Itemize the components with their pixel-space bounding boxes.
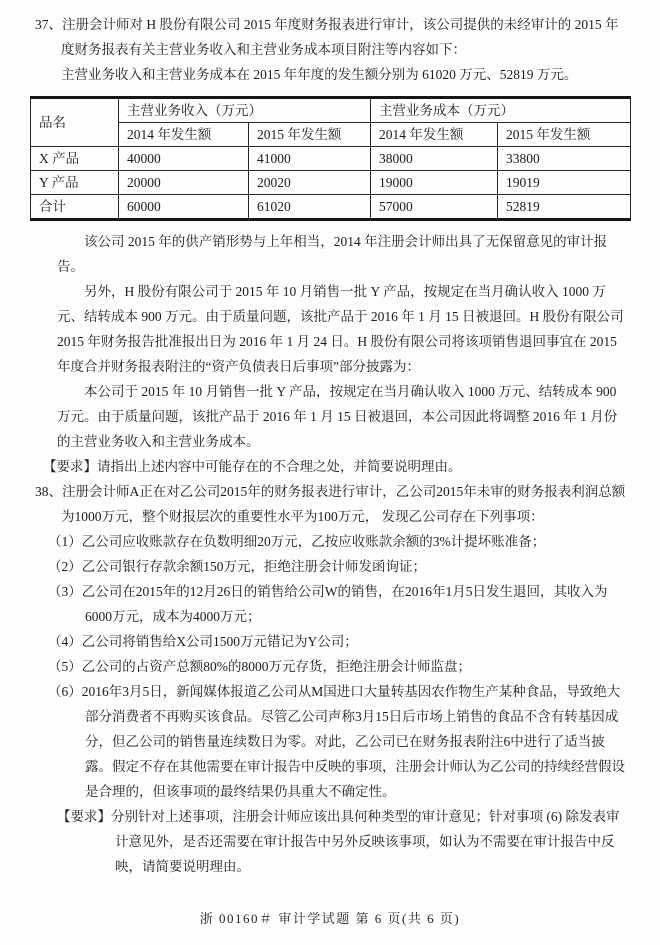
question-38 [35,479,630,879]
item-label: （5） [48,659,82,674]
q37-requirement [43,454,630,479]
q38-intro-text: 注册会计师A正在对乙公司2015年的财务报表进行审计，乙公司2015年未审的财务报表利润总额为1000万元，整个财报层次的重要性水平为100万元， 发现乙公司存在下列事项： [61,484,626,524]
table-row-total [31,195,631,220]
item-text: 乙公司在2015年的12月26日的销售给公司W的销售，在2016年1月5日发生退回，其收入为6000万元，成本为4000万元； [81,584,608,624]
q38-item-2 [48,554,630,579]
table-cell: 20020 [249,171,371,195]
table-cell: 61020 [249,195,371,220]
table-group-header-cost: 主营业务成本（万元） [371,98,631,123]
item-text: 乙公司银行存款余额150万元，拒绝注册会计师发函询证； [81,559,426,574]
table-cell: 19019 [498,171,631,195]
q38-item-3 [48,579,630,629]
q37-para-2: 另外，H 股份有限公司于 2015 年 10 月销售一批 Y 产品，按规定在当月确认收入 1000 万元、结转成本 900 万元。由于质量问题，该批产品于 2016 年 1 月 15 日被退回。H 股份有限公司 2015 年财务报告批准报出日为 2016 年 1 月 24 日。H 股份有限公司将该项销售退回事宜在 2015 年度合并财务报表附注的“资产负债表日后事项”部分披露为： [57,284,624,374]
q37-intro-text: 注册会计师对 H 股份有限公司 2015 年度财务报表进行审计，该公司提供的未经审计的 2015 年度财务报表有关主营业务收入和主营业务成本项目附注等内容如下： [61,17,619,57]
q38-requirement-text: 分别针对上述事项，注册会计师应该出具何种类型的审计意见；针对事项 (6) 除发表审计意见外，是否还需要在审计报告中另外反映该事项，如认为不需要在审计报告中反映，请简要说明理由。 [111,809,620,874]
q37-para-1: 该公司 2015 年的供产销形势与上年相当，2014 年注册会计师出具了无保留意见的审计报告。 [57,234,608,274]
table-cell: 19000 [371,171,498,195]
item-label: （6） [48,684,82,699]
table-cell: 20000 [119,171,249,195]
table-group-header-row [31,98,631,123]
q38-item-5 [48,654,630,679]
table-subheader-cost-2014: 2014 年发生额 [371,123,498,147]
q38-number: 38、 [35,484,62,499]
table-cell: 33800 [498,147,631,171]
page-footer: 浙 00160＃ 审计学试题 第 6 页(共 6 页) [199,911,461,926]
item-label: （4） [48,634,82,649]
item-label: （1） [48,534,82,549]
table-subheader-row [31,123,631,147]
q38-item-6 [48,679,630,804]
q37-intro-line2: 主营业务收入和主营业务成本在 2015 年年度的发生额分别为 61020 万元、52819 万元。 [61,67,578,82]
q38-requirement [57,804,630,879]
row-label: X 产品 [31,147,119,171]
table-cell: 60000 [119,195,249,220]
item-text: 乙公司应收账款存在负数明细20万元，乙按应收账款余额的3%计提坏账准备； [81,534,546,549]
item-label: （3） [48,584,82,599]
q38-requirement-label: 【要求】 [57,809,111,824]
q37-number: 37、 [35,17,62,32]
question-37 [35,12,630,479]
q37-requirement-label: 【要求】 [43,459,97,474]
q38-item-4 [48,629,630,654]
table-group-header-revenue: 主营业务收入（万元） [119,98,371,123]
table-cell: 57000 [371,195,498,220]
q37-para-3: 本公司于 2015 年 10 月销售一批 Y 产品，按规定在当月确认收入 1000 万元、结转成本 900 万元。由于质量问题，该批产品于 2016 年 1 月 15 日被退回，本公司因此将调整 2016 年 1 月份的主营业务收入和主营业务成本。 [57,384,618,449]
item-text: 2016年3月5日，新闻媒体报道乙公司从M国进口大量转基因农作物生产某种食品，导致绝大部分消费者不再购买该食品。尽管乙公司声称3月15日后市场上销售的食品不含有转基因成分，但乙公司的销售量连续数日为零。对此，乙公司已在财务报表附注6中进行了适当披露。假定不存在其他需要在审计报告中反映的事项，注册会计师认为乙公司的持续经营假设是合理的，但该事项的最终结果仍具重大不确定性。 [81,684,625,799]
table-subheader-rev-2014: 2014 年发生额 [119,123,249,147]
item-text: 乙公司的占资产总额80%的8000万元存货，拒绝注册会计师监盘； [81,659,471,674]
item-label: （2） [48,559,82,574]
table-cell: 40000 [119,147,249,171]
item-text: 乙公司将销售给X公司1500万元错记为Y公司； [81,634,358,649]
row-label: 合计 [31,195,119,220]
table-subheader-cost-2015: 2015 年发生额 [498,123,631,147]
table-subheader-rev-2015: 2015 年发生额 [249,123,371,147]
q38-heading [35,479,630,529]
q37-heading [35,12,630,62]
table-header-product: 品名 [31,98,119,147]
q37-revenue-cost-table [30,96,631,221]
table-row-product-x [31,147,631,171]
table-cell: 41000 [249,147,371,171]
table-row-product-y [31,171,631,195]
q37-requirement-text: 请指出上述内容中可能存在的不合理之处，并简要说明理由。 [97,459,462,474]
q38-item-1 [48,529,630,554]
table-cell: 38000 [371,147,498,171]
table-cell: 52819 [498,195,631,220]
row-label: Y 产品 [31,171,119,195]
